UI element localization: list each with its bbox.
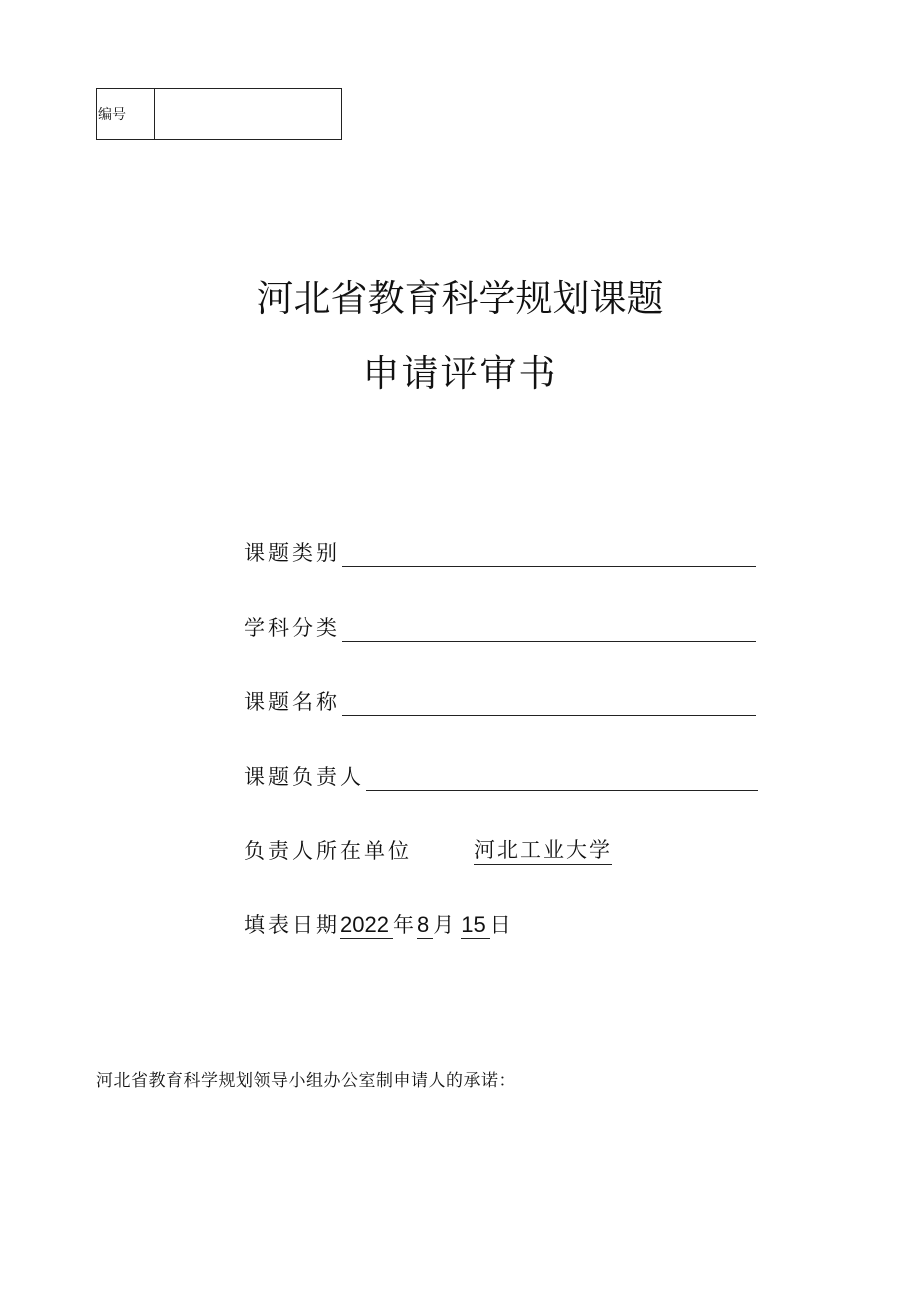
field-unit-label: 负责人所在单位: [244, 839, 412, 863]
document-title: 河北省教育科学规划课题: [256, 277, 664, 320]
id-number-box: [96, 88, 342, 140]
fill-date-year[interactable]: 2022: [340, 912, 393, 939]
field-unit-value[interactable]: 河北工业大学: [474, 834, 612, 865]
field-leader: [244, 761, 758, 791]
field-topic-name-label: 课题名称: [244, 690, 340, 714]
field-category-label: 课题类别: [244, 541, 340, 565]
field-discipline-input[interactable]: [342, 617, 756, 642]
field-topic-name-input[interactable]: [342, 691, 756, 716]
field-discipline-label: 学科分类: [244, 616, 340, 640]
fill-date-label: 填表日期: [244, 913, 340, 937]
footer-text: 河北省教育科学规划领导小组办公室制申请人的承诺：: [96, 1071, 516, 1091]
fill-date-month[interactable]: 8: [417, 912, 433, 939]
fill-date-year-unit: 年: [392, 913, 417, 937]
fill-date: [244, 909, 514, 939]
document-subtitle: 申请评审书: [362, 352, 558, 395]
id-number-field[interactable]: [155, 89, 341, 139]
field-discipline: [244, 612, 756, 642]
field-category: [244, 537, 756, 567]
id-number-label: 编号: [97, 89, 155, 139]
fill-date-day[interactable]: 15: [461, 912, 489, 939]
field-topic-name: [244, 686, 756, 716]
field-leader-input[interactable]: [366, 766, 758, 791]
field-unit: [244, 835, 612, 865]
field-category-input[interactable]: [342, 542, 756, 567]
fill-date-day-unit: 日: [489, 913, 514, 937]
fill-date-month-unit: 月: [433, 913, 458, 937]
field-leader-label: 课题负责人: [244, 765, 364, 789]
